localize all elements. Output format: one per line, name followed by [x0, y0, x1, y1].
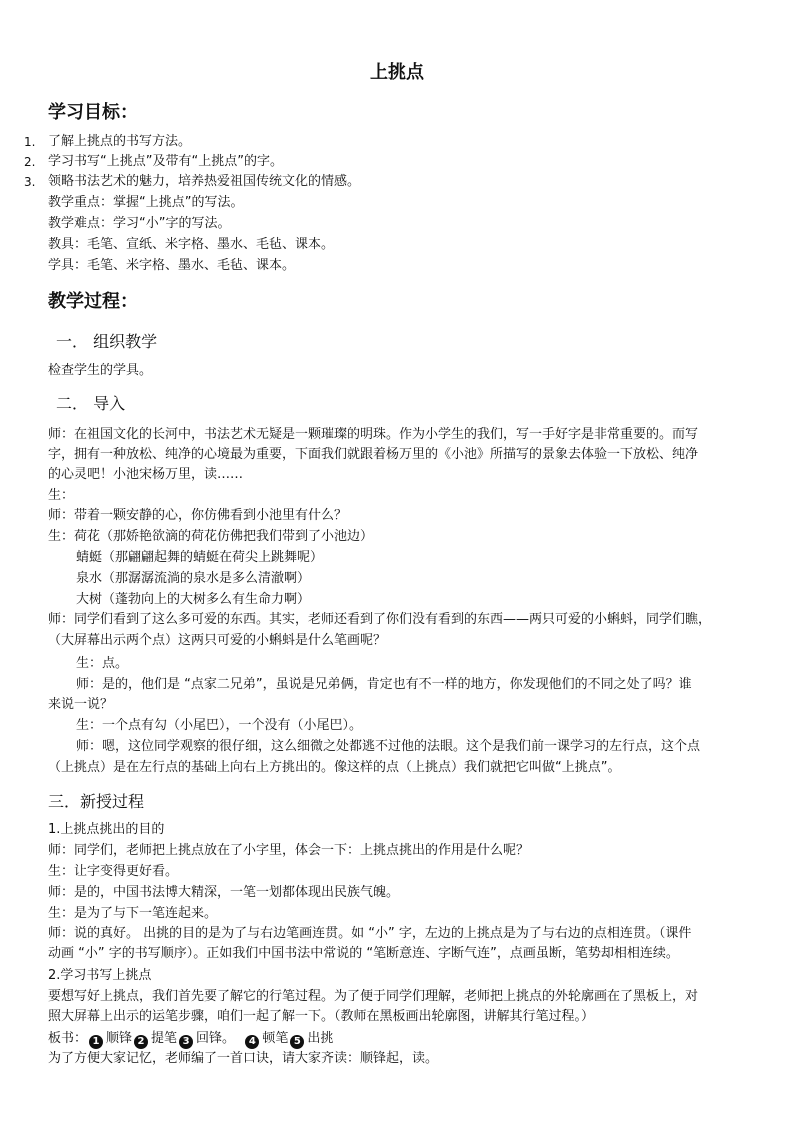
intro-line: 师：嗯，这位同学观察的很仔细，这么细微之处都逃不过他的法眼。这个是我们前一课学习的左行点，这个点: [76, 739, 701, 754]
intro-line: 师：是的，他们是 “点家二兄弟”，虽说是兄弟俩，肯定也有不一样的地方，你发现他们的不同之处了吗？谁: [76, 677, 692, 692]
goal-number: 2.: [24, 155, 36, 169]
step-number-badge: 4: [245, 1035, 259, 1049]
document-title: 上挑点: [370, 62, 424, 83]
step-number-badge: 2: [134, 1035, 148, 1049]
board-label: 板书：: [48, 1031, 88, 1046]
board-step: 顿笔: [262, 1031, 289, 1046]
section-2-heading: 二． 导入: [56, 394, 126, 413]
step-number-badge: 5: [290, 1035, 304, 1049]
teaching-line: 照大屏幕上出示的运笔步骤，咱们一起了解一下。（教师在黑板画出轮廓图，讲解其行笔过程。）: [48, 1009, 595, 1024]
teaching-line: 师：说的真好。 出挑的目的是为了与右边笔画连贯。如 “小” 字，左边的上挑点是为了与右边的点相连贯。（课件: [48, 926, 692, 941]
intro-line: 生：荷花（那娇艳欲滴的荷花仿佛把我们带到了小池边）: [48, 529, 374, 544]
final-line: 为了方便大家记忆，老师编了一首口诀，请大家齐读：顺锋起，读。: [48, 1051, 439, 1066]
key-point: 教学重点：掌握“上挑点”的写法。: [48, 195, 244, 210]
intro-line: 字，拥有一种放松、纯净的心境最为重要，下面我们就跟着杨万里的《小池》所描写的景象去体验一下放松、纯净: [48, 447, 699, 462]
intro-line: 来说一说？: [48, 697, 114, 712]
difficulty-point: 教学难点：学习“小”字的写法。: [48, 216, 231, 231]
intro-line: 生：: [48, 488, 75, 503]
board-writing: [48, 1029, 333, 1049]
board-step: 提笔: [151, 1031, 178, 1046]
intro-line: 师：在祖国文化的长河中，书法艺术无疑是一颗璀璨的明珠。作为小学生的我们，写一手好字是非常重要的。而写: [48, 427, 699, 442]
intro-line: 生：一个点有勾（小尾巴），一个没有（小尾巴）。: [76, 718, 363, 733]
goals-heading: 学习目标：: [48, 102, 138, 123]
board-step: 顺锋: [106, 1031, 133, 1046]
intro-line: 师：带着一颗安静的心，你仿佛看到小池里有什么？: [48, 508, 348, 523]
goal-item: 学习书写“上挑点”及带有“上挑点”的字。: [48, 154, 283, 169]
teaching-line: 要想写好上挑点，我们首先要了解它的行笔过程。为了便于同学们理解，老师把上挑点的外轮廓画在了黑板上，对: [48, 989, 699, 1004]
intro-line: 的心灵吧！小池宋杨万里，读……: [48, 467, 244, 482]
goal-number: 1.: [24, 135, 36, 149]
step-number-badge: 3: [179, 1035, 193, 1049]
intro-line: 泉水（那潺潺流淌的泉水是多么清澈啊）: [76, 571, 311, 586]
section-3-heading: 三．新授过程: [48, 792, 145, 811]
teaching-line: 师：同学们，老师把上挑点放在了小字里，体会一下：上挑点挑出的作用是什么呢？: [48, 843, 530, 858]
teaching-line: 师：是的，中国书法博大精深，一笔一划都体现出民族气魄。: [48, 885, 400, 900]
board-step: 出挑: [307, 1031, 334, 1046]
teacher-tools: 教具：毛笔、宣纸、米字格、墨水、毛毡、课本。: [48, 237, 335, 252]
teaching-line: 生：让字变得更好看。: [48, 864, 179, 879]
process-heading: 教学过程：: [48, 291, 138, 312]
intro-line: 蜻蜓（那翩翩起舞的蜻蜓在荷尖上跳舞呢）: [76, 550, 324, 565]
teaching-line: 生：是为了与下一笔连起来。: [48, 906, 218, 921]
intro-line: （上挑点）是在左行点的基础上向右上方挑出的。像这样的点（上挑点）我们就把它叫做“上挑点”。: [48, 760, 621, 775]
section-1-heading: 一． 组织教学: [56, 332, 158, 351]
section-1-text: 检查学生的学具。: [48, 363, 153, 378]
teaching-line: 2.学习书写上挑点: [48, 968, 152, 983]
intro-line: 生：点。: [76, 656, 129, 671]
student-tools: 学具：毛笔、米字格、墨水、毛毡、课本。: [48, 258, 296, 273]
goal-item: 领略书法艺术的魅力，培养热爱祖国传统文化的情感。: [48, 174, 361, 189]
intro-line: 师：同学们看到了这么多可爱的东西。其实，老师还看到了你们没有看到的东西——两只可爱的小蝌蚪，同学们瞧，: [48, 612, 712, 627]
teaching-line: 1.上挑点挑出的目的: [48, 822, 165, 837]
teaching-line: 动画 “小” 字的书写顺序）。正如我们中国书法中常说的 “笔断意连、字断气连”，点画虽断，笔势却相相连续。: [48, 946, 679, 961]
step-number-badge: 1: [89, 1035, 103, 1049]
intro-line: 大树（蓬勃向上的大树多么有生命力啊）: [76, 592, 311, 607]
goal-item: 了解上挑点的书写方法。: [48, 134, 192, 149]
goal-number: 3.: [24, 175, 36, 189]
intro-line: （大屏幕出示两个点）这两只可爱的小蝌蚪是什么笔画呢？: [48, 633, 387, 648]
board-step: 回锋。: [196, 1031, 236, 1046]
